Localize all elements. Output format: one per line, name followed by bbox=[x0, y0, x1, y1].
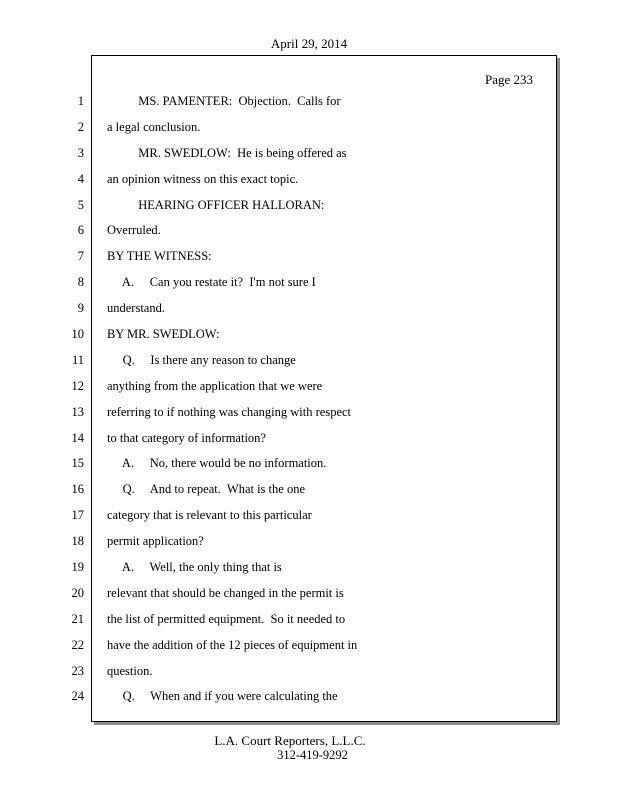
page-number: Page 233 bbox=[484, 72, 533, 87]
line-number: 9 bbox=[77, 301, 84, 316]
line-number: 10 bbox=[71, 327, 84, 342]
line-number: 11 bbox=[71, 352, 84, 367]
line-number: 6 bbox=[77, 223, 84, 238]
line-text: BY MR. SWEDLOW: bbox=[107, 327, 220, 342]
transcript-line bbox=[0, 479, 618, 505]
line-text: category that is relevant to this particular bbox=[107, 508, 312, 523]
transcript-line bbox=[0, 350, 618, 376]
line-number: 14 bbox=[71, 430, 84, 445]
transcript-line bbox=[0, 402, 618, 428]
line-text: MS. PAMENTER: Objection. Calls for bbox=[107, 94, 341, 108]
line-number: 20 bbox=[71, 585, 84, 600]
line-text: anything from the application that we were bbox=[107, 378, 323, 393]
transcript-line bbox=[0, 453, 618, 479]
line-text: MR. SWEDLOW: He is being offered as bbox=[107, 145, 347, 160]
transcript-line bbox=[0, 220, 618, 246]
transcript-line bbox=[0, 583, 618, 609]
line-text: Q. Is there any reason to change bbox=[107, 352, 296, 367]
transcript-line bbox=[0, 143, 618, 169]
line-text: an opinion witness on this exact topic. bbox=[107, 171, 299, 186]
line-text: to that category of information? bbox=[107, 430, 266, 445]
line-text: the list of permitted equipment. So it needed to bbox=[107, 611, 346, 626]
transcript-line bbox=[0, 609, 618, 635]
line-number: 4 bbox=[77, 171, 84, 186]
transcript-line bbox=[0, 531, 618, 557]
line-number: 8 bbox=[77, 275, 84, 290]
transcript-line bbox=[0, 686, 618, 712]
line-number: 3 bbox=[77, 145, 84, 160]
line-text: question. bbox=[107, 663, 153, 678]
line-text: Q. And to repeat. What is the one bbox=[107, 482, 305, 497]
line-text: BY THE WITNESS: bbox=[107, 249, 212, 264]
transcript-line bbox=[0, 117, 618, 143]
line-text: Q. When and if you were calculating the bbox=[107, 689, 338, 704]
line-text: A. Can you restate it? I'm not sure I bbox=[107, 275, 316, 290]
line-text: relevant that should be changed in the permit is bbox=[107, 585, 344, 600]
footer-reporter-name: L.A. Court Reporters, L.L.C. bbox=[214, 733, 366, 748]
transcript-line bbox=[0, 324, 618, 350]
line-number: 5 bbox=[77, 197, 84, 212]
line-text: A. Well, the only thing that is bbox=[107, 560, 282, 575]
line-number: 12 bbox=[71, 378, 84, 393]
line-number: 22 bbox=[71, 637, 84, 652]
line-number: 15 bbox=[71, 456, 84, 471]
line-number: 7 bbox=[77, 249, 84, 264]
line-text: HEARING OFFICER HALLORAN: bbox=[107, 197, 325, 212]
transcript-line bbox=[0, 505, 618, 531]
transcript-line bbox=[0, 376, 618, 402]
line-text: understand. bbox=[107, 301, 165, 316]
transcript-line bbox=[0, 298, 618, 324]
line-number: 13 bbox=[71, 404, 84, 419]
transcript-line bbox=[0, 272, 618, 298]
line-number: 24 bbox=[71, 689, 84, 704]
transcript-line bbox=[0, 635, 618, 661]
line-text: have the addition of the 12 pieces of equipment in bbox=[107, 637, 358, 652]
line-number: 21 bbox=[71, 611, 84, 626]
line-text: referring to if nothing was changing with respect bbox=[107, 404, 352, 419]
line-number: 16 bbox=[71, 482, 84, 497]
transcript-date: April 29, 2014 bbox=[270, 36, 348, 51]
line-number: 2 bbox=[77, 119, 84, 134]
transcript-line bbox=[0, 246, 618, 272]
footer-phone-number: 312-419-9292 bbox=[277, 748, 348, 762]
transcript-line bbox=[0, 169, 618, 195]
transcript-line bbox=[0, 428, 618, 454]
line-number: 19 bbox=[71, 560, 84, 575]
line-text: Overruled. bbox=[107, 223, 161, 238]
line-text: permit application? bbox=[107, 534, 204, 549]
line-number: 23 bbox=[71, 663, 84, 678]
transcript-line bbox=[0, 557, 618, 583]
transcript-lines bbox=[0, 91, 618, 712]
line-text: A. No, there would be no information. bbox=[107, 456, 327, 471]
line-number: 18 bbox=[71, 534, 84, 549]
line-text: a legal conclusion. bbox=[107, 119, 201, 134]
transcript-line bbox=[0, 195, 618, 221]
transcript-line bbox=[0, 661, 618, 687]
line-number: 17 bbox=[71, 508, 84, 523]
transcript-line bbox=[0, 91, 618, 117]
line-number: 1 bbox=[77, 94, 84, 108]
